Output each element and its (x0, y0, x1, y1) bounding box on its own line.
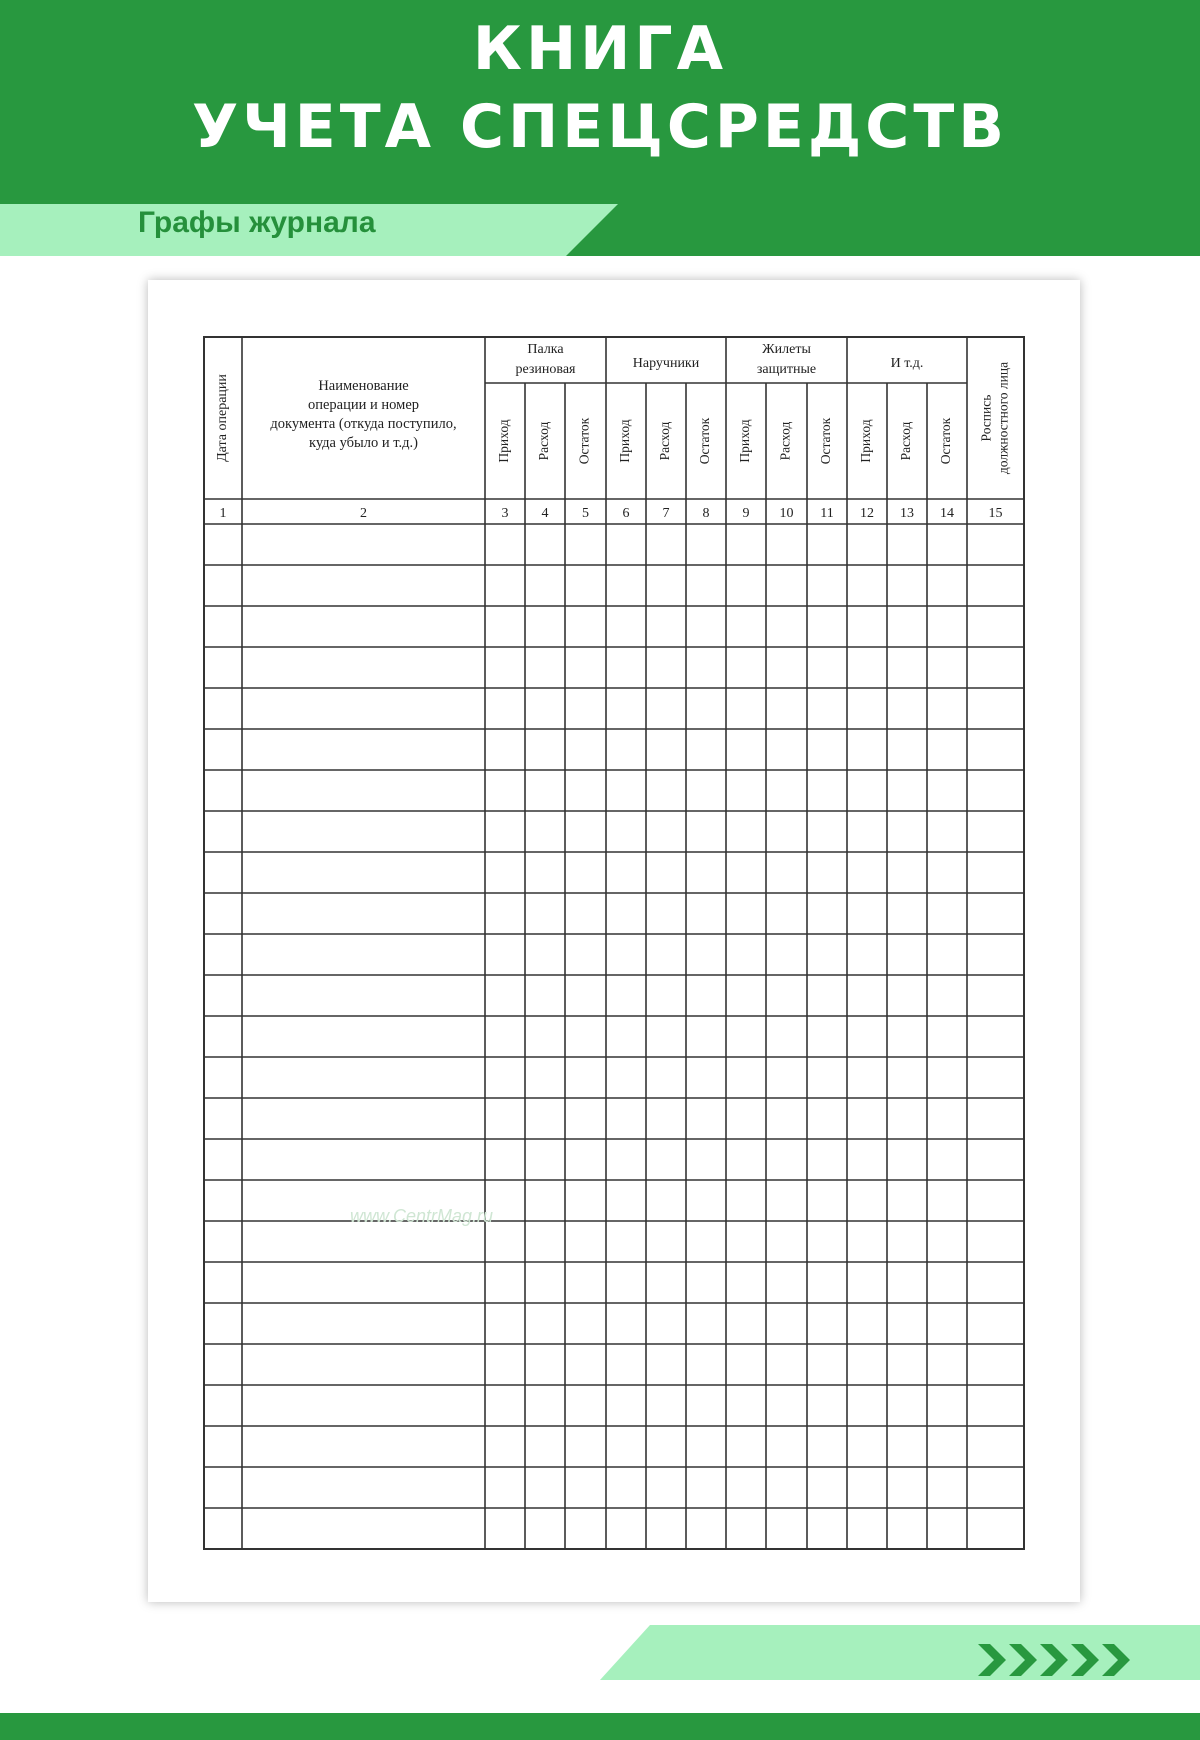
column-number: 6 (622, 506, 630, 521)
col-name-label: Наименование (318, 378, 409, 394)
sub-column-label: Приход (737, 419, 753, 463)
group-label: Жилеты (762, 342, 811, 357)
title-line-2: УЧЕТА СПЕЦСРЕДСТВ (191, 92, 1008, 162)
column-number: 3 (501, 506, 509, 521)
watermark: www.CentrMag.ru (350, 1206, 494, 1226)
ledger-table (148, 280, 1080, 1602)
sub-column-label: Расход (536, 421, 552, 461)
col-name-label: документа (откуда поступило, (270, 416, 457, 432)
sub-column-label: Остаток (576, 417, 592, 465)
sub-column-label: Приход (617, 419, 633, 463)
col-name-label: куда убыло и т.д.) (309, 435, 418, 451)
sub-column-label: Приход (858, 419, 874, 463)
double-chevron-right-icon (1069, 1640, 1101, 1680)
column-number: 5 (582, 506, 589, 521)
group-label: резиновая (515, 362, 576, 377)
group-label: Наручники (632, 356, 700, 371)
column-number: 2 (360, 506, 367, 521)
title-line-1: КНИГА (472, 14, 728, 84)
col-name-label: операции и номер (307, 397, 420, 413)
sub-column-label: Расход (777, 421, 793, 461)
column-number: 14 (940, 506, 954, 521)
column-number: 10 (779, 506, 794, 521)
column-number: 12 (860, 506, 874, 521)
sub-column-label: Остаток (818, 417, 834, 465)
group-label: защитные (756, 362, 817, 377)
col-signature-label: должностного лица (995, 361, 1011, 475)
double-chevron-right-icon (1038, 1640, 1070, 1680)
column-number: 9 (742, 506, 750, 521)
double-chevron-right-icon (976, 1640, 1008, 1680)
column-number: 4 (541, 506, 549, 521)
column-number: 8 (702, 506, 710, 521)
double-chevron-right-icon (1007, 1640, 1039, 1680)
column-number: 1 (219, 506, 227, 521)
col-signature-label: Роспись (978, 394, 994, 442)
double-chevron-right-icon (1100, 1640, 1132, 1680)
sub-column-label: Расход (898, 421, 914, 461)
sub-column-label: Расход (657, 421, 673, 461)
group-label: Палка (527, 342, 564, 357)
group-label: И т.д. (890, 356, 924, 371)
col-date-label: Дата операции (215, 374, 231, 462)
subtitle: Графы журнала (138, 206, 376, 239)
sub-column-label: Остаток (697, 417, 713, 465)
column-number: 15 (988, 506, 1003, 521)
sub-column-label: Остаток (938, 417, 954, 465)
column-number: 11 (820, 506, 834, 521)
sub-column-label: Приход (496, 419, 512, 463)
column-number: 7 (662, 506, 670, 521)
column-number: 13 (900, 506, 914, 521)
document-sheet (148, 280, 1080, 1602)
